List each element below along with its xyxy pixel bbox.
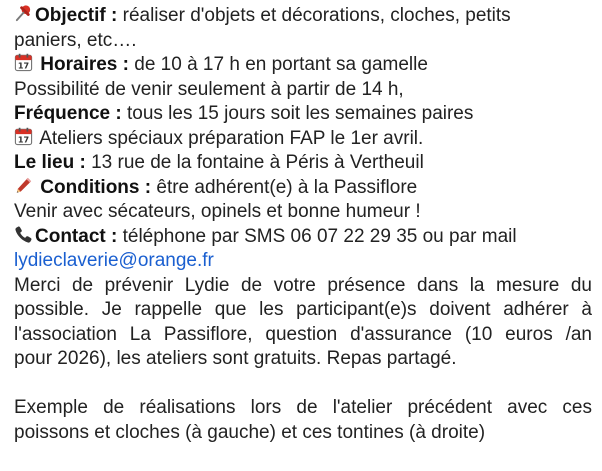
blank-line <box>14 372 592 397</box>
conditions-label: Conditions : <box>40 176 152 198</box>
contact-email-line <box>14 249 592 274</box>
objective-label: Objectif : <box>35 5 118 26</box>
pencil-icon <box>14 176 33 195</box>
objective-text: réaliser d'objets et décorations, cloches, petits <box>117 5 511 26</box>
svg-text:17: 17 <box>17 135 30 145</box>
email-link[interactable]: lydieclaverie@orange.fr <box>14 250 214 271</box>
place-line <box>14 151 592 176</box>
svg-text:17: 17 <box>17 61 30 71</box>
pushpin-icon <box>14 4 33 23</box>
paragraph-line: l'association La Passiflore, question d'assurance (10 euros /an <box>14 323 592 345</box>
hours-line <box>14 53 592 78</box>
hours-text: de 10 à 17 h en portant sa gamelle <box>128 54 428 75</box>
hours-label: Horaires : <box>40 54 129 75</box>
special-workshop-line <box>14 127 592 152</box>
paragraph-line: possible. Je rappelle que les participant(e)s doivent adhérer à <box>14 299 592 320</box>
contact-line <box>14 225 592 250</box>
conditions-line <box>14 176 592 201</box>
example-paragraph <box>14 396 592 445</box>
telephone-icon <box>14 225 33 244</box>
place-text: 13 rue de la fontaine à Péris à Vertheuil <box>85 152 424 173</box>
paragraph-line: Merci de prévenir Lydie de votre présence dans la mesure du <box>14 274 592 296</box>
objective-text-continued: paniers, etc…. <box>14 29 137 51</box>
objective-line <box>14 4 592 29</box>
place-label: Le lieu : <box>14 152 86 173</box>
special-workshop-text: Ateliers spéciaux préparation FAP le 1er avril. <box>35 127 424 149</box>
example-line: Exemple de réalisations lors de l'atelier précédent avec ces <box>14 397 592 418</box>
paragraph-line: pour 2026), les ateliers sont gratuits. Repas partagé. <box>14 348 457 369</box>
info-paragraph <box>14 274 592 372</box>
calendar-icon <box>14 127 33 146</box>
frequency-line <box>14 102 592 127</box>
calendar-icon <box>14 53 33 72</box>
frequency-label: Fréquence : <box>14 103 122 124</box>
example-line: poissons et cloches (à gauche) et ces tontines (à droite) <box>14 421 486 443</box>
conditions-text: être adhérent(e) à la Passiflore <box>151 176 418 198</box>
contact-label: Contact : <box>35 225 118 247</box>
contact-text: téléphone par SMS 06 07 22 29 35 ou par mail <box>117 225 517 247</box>
hours-note: Possibilité de venir seulement à partir de 14 h, <box>14 78 404 100</box>
conditions-note: Venir avec sécateurs, opinels et bonne humeur ! <box>14 201 421 222</box>
frequency-text: tous les 15 jours soit les semaines paires <box>121 103 474 124</box>
